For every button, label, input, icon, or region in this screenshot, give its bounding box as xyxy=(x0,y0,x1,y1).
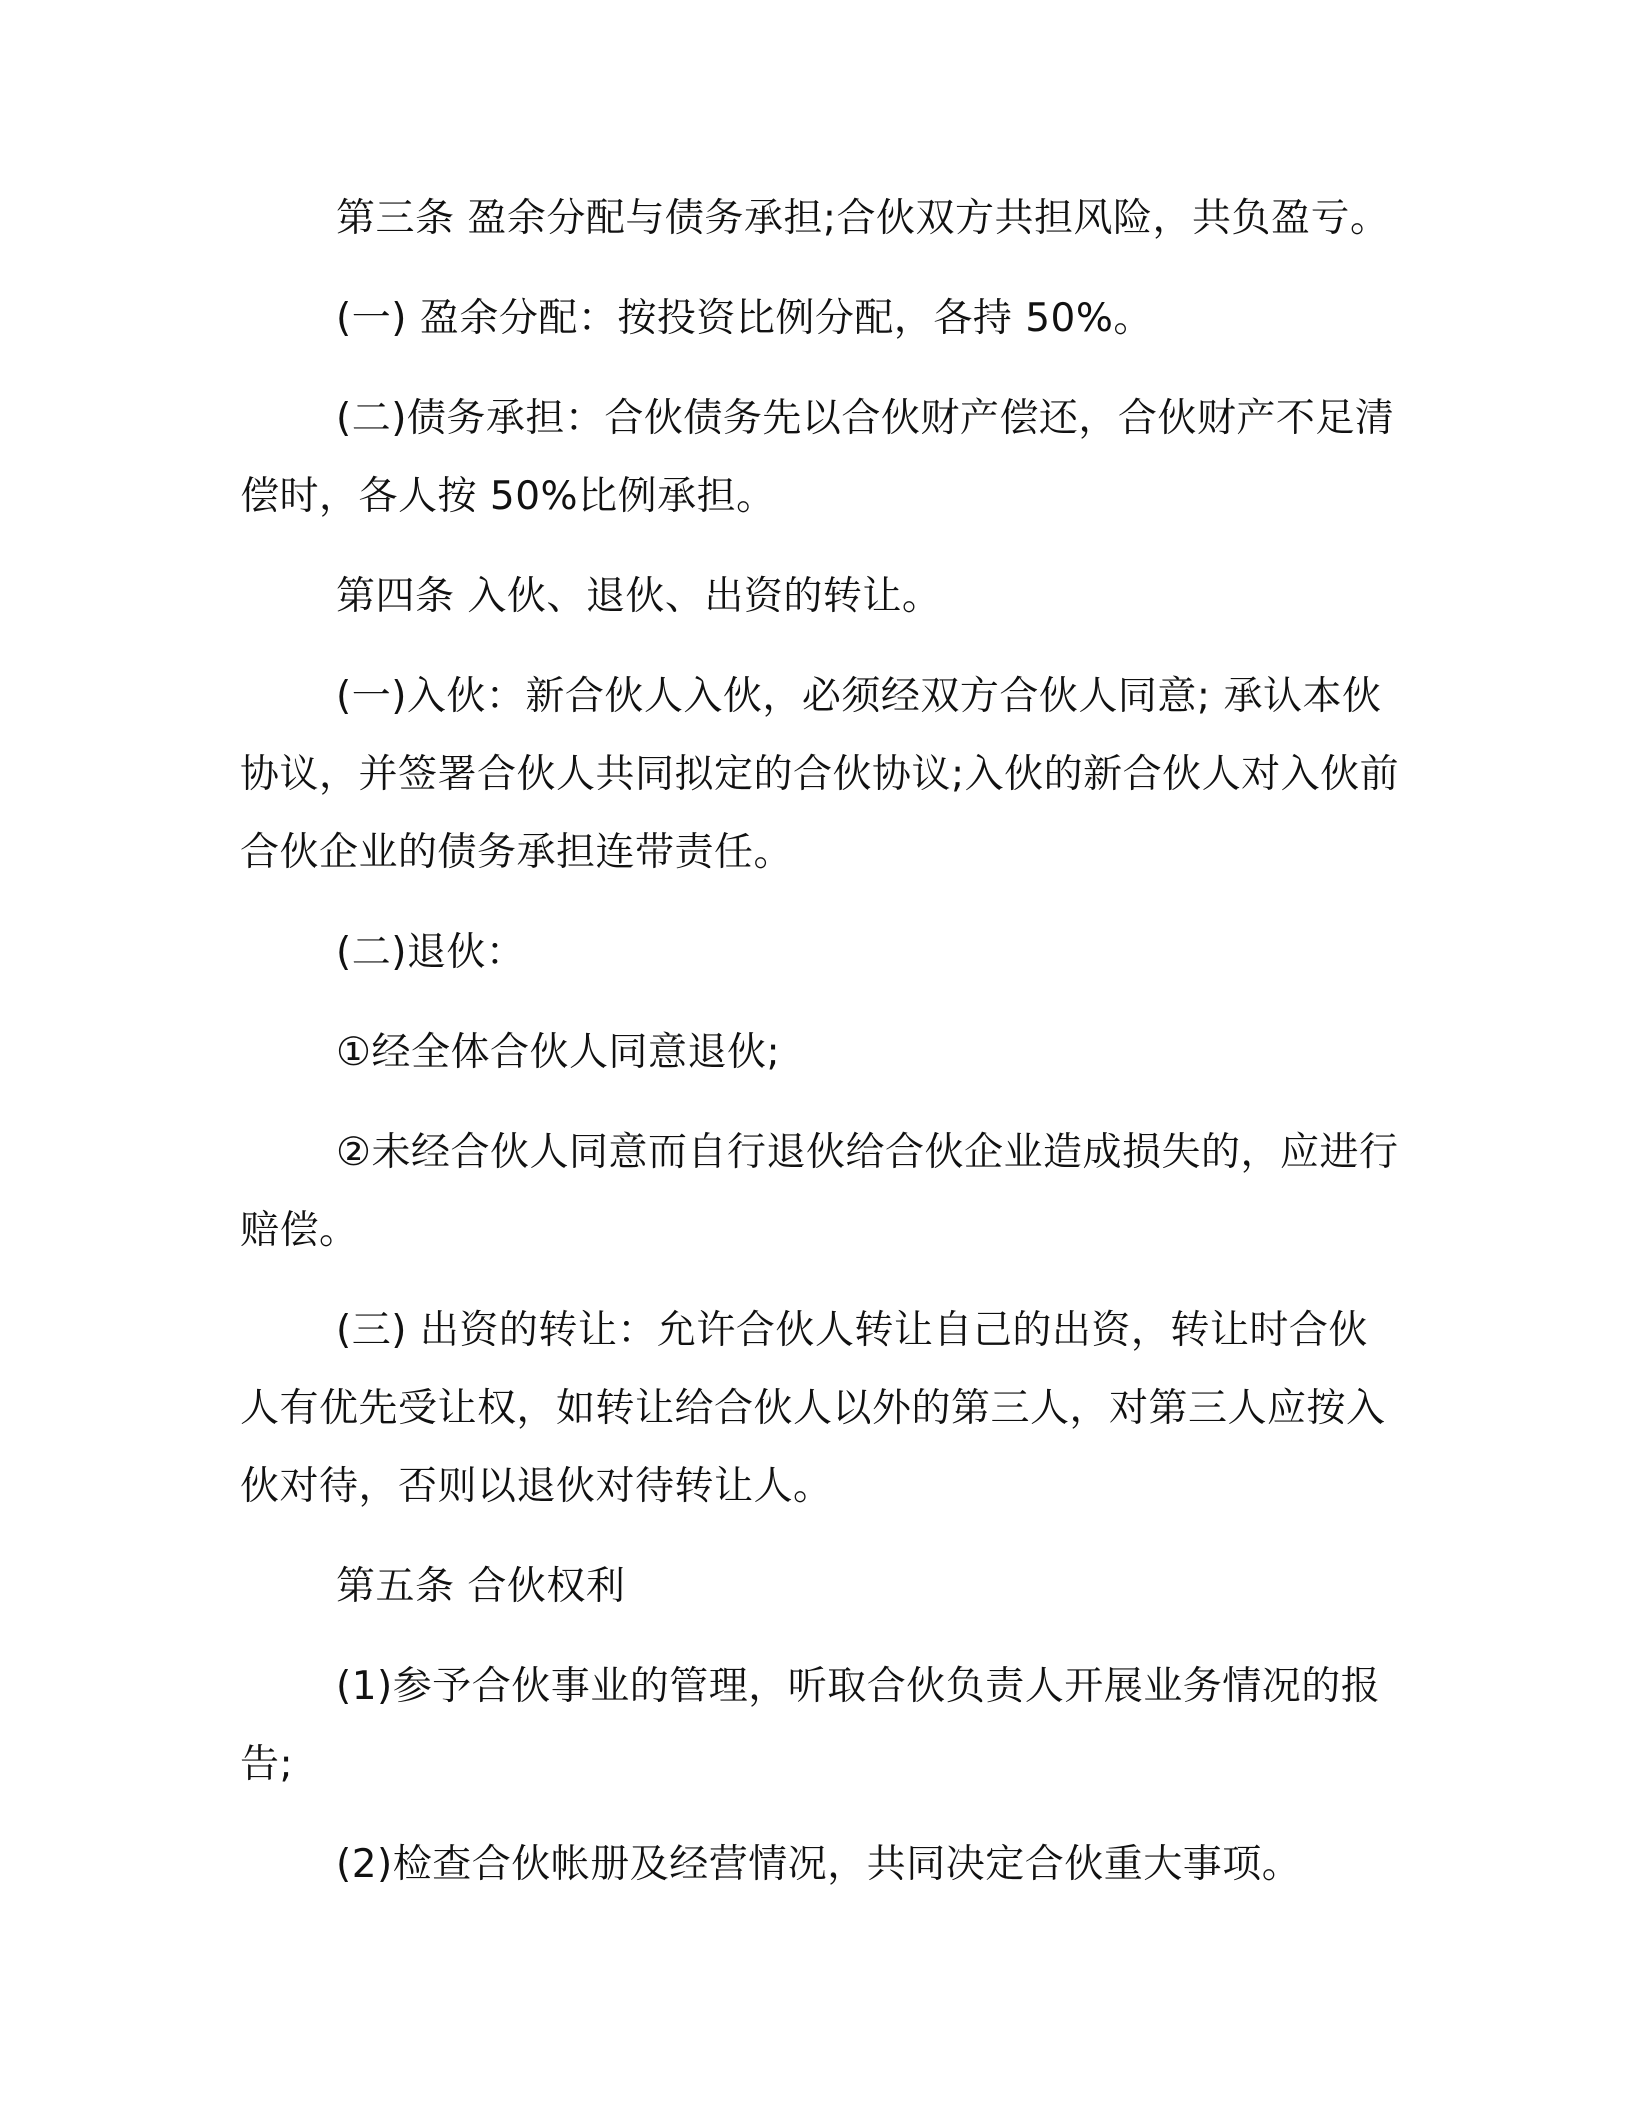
joining-paragraph: (一)入伙：新合伙人入伙，必须经双方合伙人同意; 承认本伙协议，并签署合伙人共同拟定的合伙协议;入伙的新合伙人对入伙前合伙企业的债务承担连带责任。 xyxy=(240,674,1400,875)
article-4-heading: 第四条 入伙、退伙、出资的转让。 xyxy=(336,574,942,619)
withdrawal-item-2: ②未经合伙人同意而自行退伙给合伙企业造成损失的，应进行赔偿。 xyxy=(240,1130,1399,1253)
right-item-2: (2)检查合伙帐册及经营情况，共同决定合伙重大事项。 xyxy=(336,1842,1302,1887)
debt-bearing-paragraph: (二)债务承担：合伙债务先以合伙财产偿还，合伙财产不足清偿时，各人按 50%比例承担。 xyxy=(240,396,1395,519)
right-item-1: (1)参予合伙事业的管理，听取合伙负责人开展业务情况的报告; xyxy=(240,1664,1381,1787)
profit-distribution-paragraph: (一) 盈余分配：按投资比例分配，各持 50%。 xyxy=(336,296,1153,341)
article-3-heading: 第三条 盈余分配与债务承担;合伙双方共担风险，共负盈亏。 xyxy=(336,196,1390,241)
article-5-heading: 第五条 合伙权利 xyxy=(336,1564,626,1609)
withdrawal-item-1: ①经全体合伙人同意退伙; xyxy=(336,1030,781,1075)
capital-transfer-paragraph: (三) 出资的转让：允许合伙人转让自己的出资，转让时合伙人有优先受让权，如转让给合伙人以外的第三人，对第三人应按入伙对待，否则以退伙对待转让人。 xyxy=(240,1308,1386,1509)
document-body xyxy=(240,180,1400,1926)
withdrawal-heading: (二)退伙： xyxy=(336,930,526,975)
